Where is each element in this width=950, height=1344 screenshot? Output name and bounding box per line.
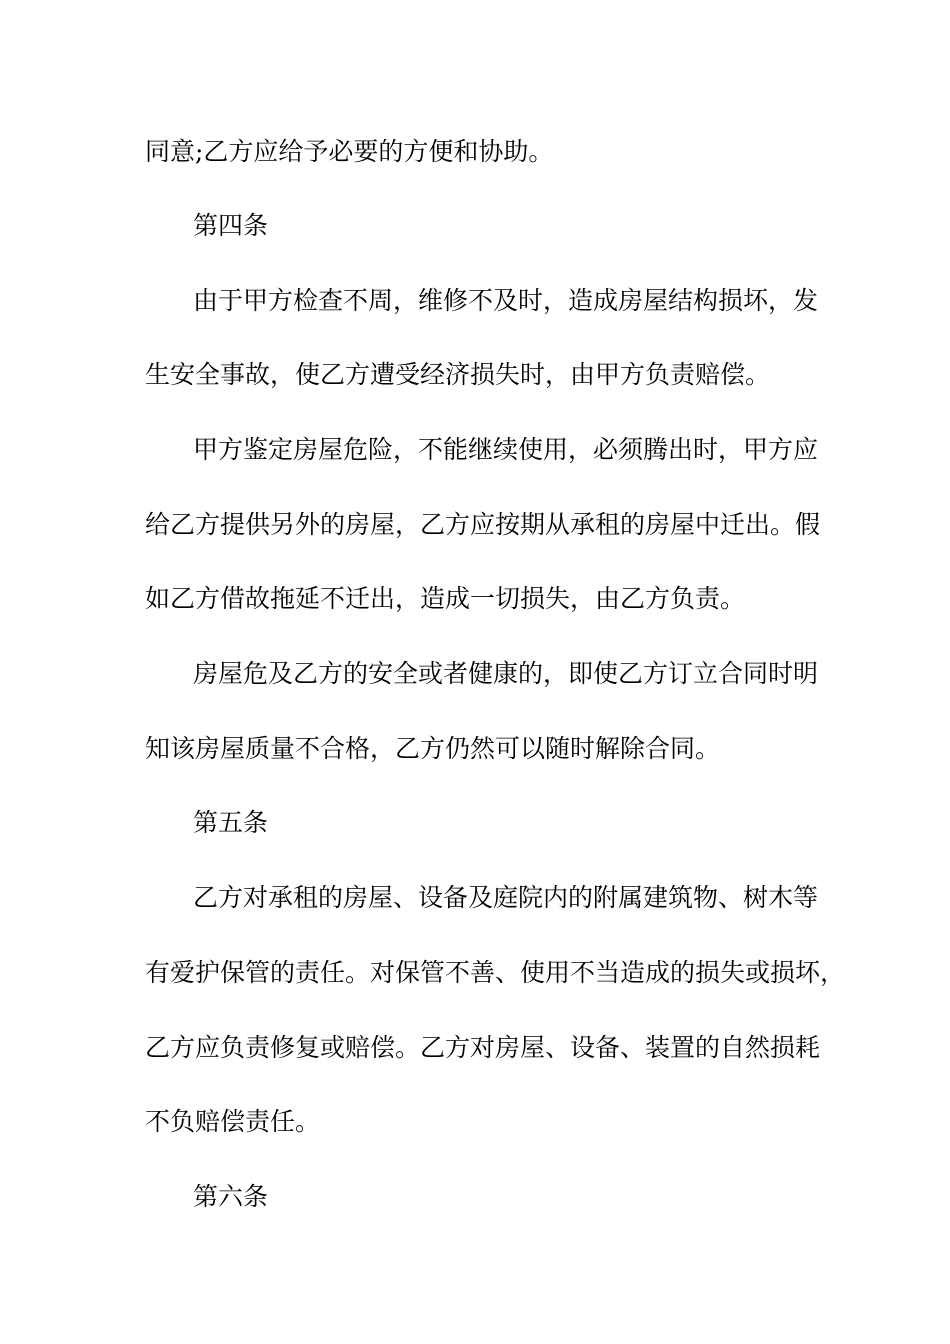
article-heading: 第六条 xyxy=(193,1182,269,1211)
paragraph-line: 给乙方提供另外的房屋，乙方应按期从承租的房屋中迁出。假 xyxy=(145,510,821,539)
paragraph-line: 乙方应负责修复或赔偿。乙方对房屋、设备、装置的自然损耗 xyxy=(145,1033,821,1062)
paragraph-line: 同意;乙方应给予必要的方便和协助。 xyxy=(145,137,554,166)
paragraph-line: 乙方对承租的房屋、设备及庭院内的附属建筑物、树木等 xyxy=(193,883,819,912)
paragraph-line: 由于甲方检查不周，维修不及时，造成房屋结构损坏，发 xyxy=(193,286,819,315)
paragraph-line: 生安全事故，使乙方遭受经济损失时，由甲方负责赔偿。 xyxy=(145,360,771,389)
paragraph-line: 知该房屋质量不合格，乙方仍然可以随时解除合同。 xyxy=(145,734,721,763)
paragraph-line: 房屋危及乙方的安全或者健康的，即使乙方订立合同时明 xyxy=(193,659,819,688)
article-heading: 第四条 xyxy=(193,211,269,240)
paragraph-line: 有爱护保管的责任。对保管不善、使用不当造成的损失或损坏， xyxy=(145,958,846,987)
article-heading: 第五条 xyxy=(193,808,269,837)
paragraph-line: 如乙方借故拖延不迁出，造成一切损失，由乙方负责。 xyxy=(145,584,746,613)
paragraph-line: 不负赔偿责任。 xyxy=(145,1107,321,1136)
paragraph-line: 甲方鉴定房屋危险，不能继续使用，必须腾出时，甲方应 xyxy=(193,435,819,464)
